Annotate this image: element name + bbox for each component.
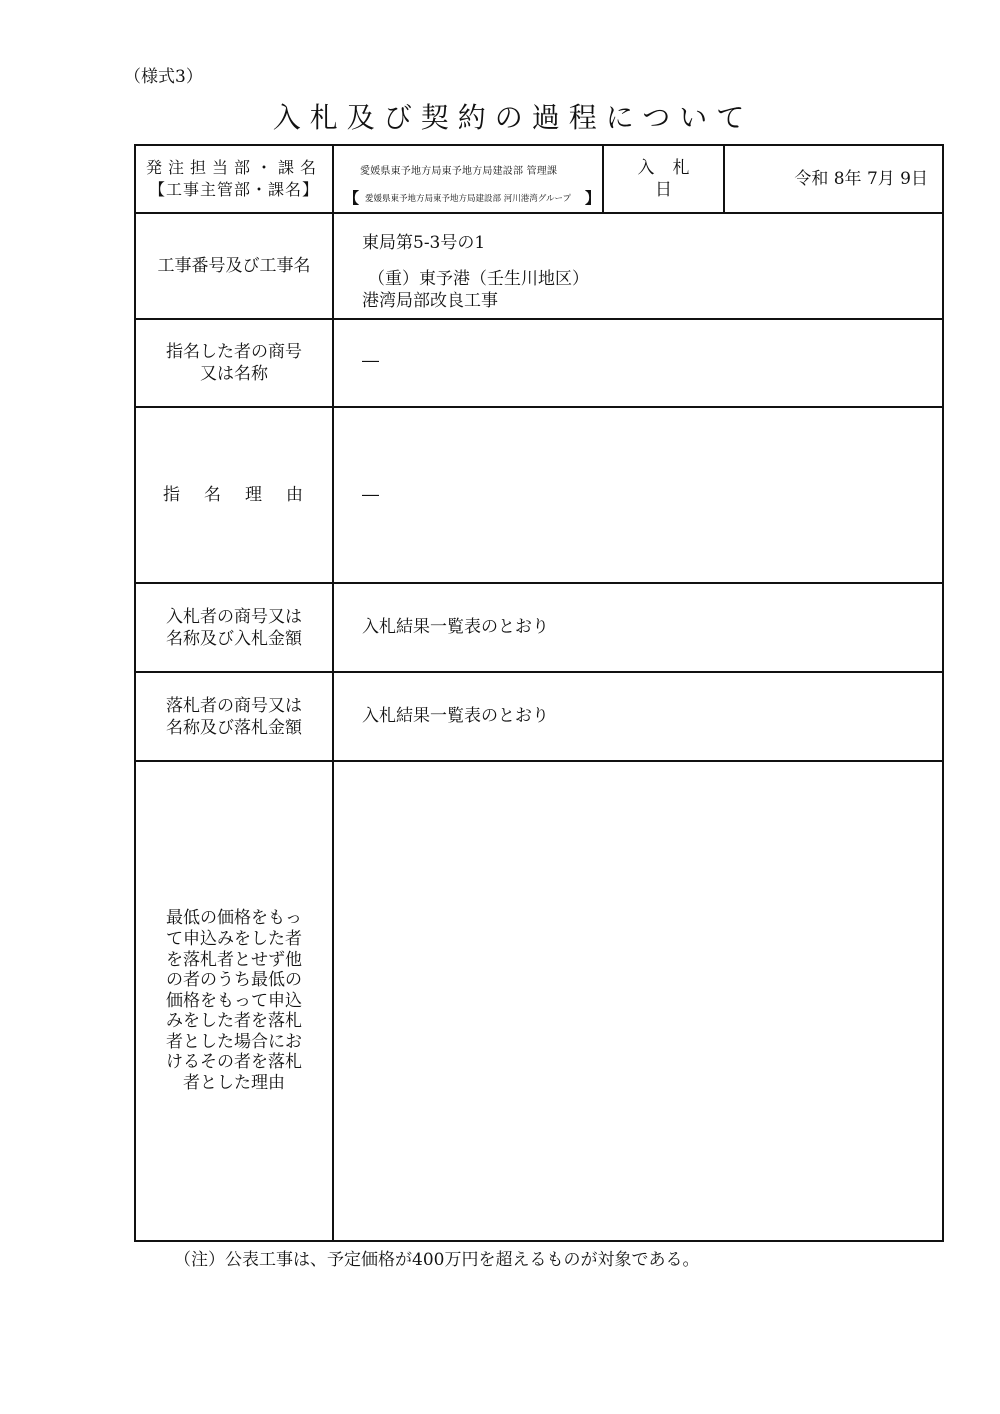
- construction-number: 東局第5-3号の1: [362, 233, 486, 253]
- nominee-label-line2: 又は名称: [200, 364, 268, 384]
- construction-name-line1: （重）東予港（壬生川地区）: [368, 269, 589, 289]
- winner-value: 入札結果一覧表のとおり: [362, 706, 549, 726]
- nominee-label-line1: 指名した者の商号: [166, 342, 302, 362]
- table-border-bottom: [134, 1240, 944, 1242]
- bracket-open: 【: [344, 189, 360, 207]
- nomination-reason-label: 指名理由: [163, 485, 327, 505]
- process-table: [134, 144, 944, 1242]
- footnote: （注）公表工事は、予定価格が400万円を超えるものが対象である。: [174, 1250, 700, 1270]
- supervising-department-text: 愛媛県東予地方局東予地方局建設部 河川港湾グループ: [365, 193, 572, 204]
- nomination-reason-value: ―: [362, 485, 379, 505]
- department-value-cell: [334, 146, 602, 212]
- department-label: 発注担当部・課名: [145, 158, 322, 177]
- table-border-right: [942, 144, 944, 1242]
- construction-name-line2: 港湾局部改良工事: [362, 291, 498, 311]
- bidders-label-line2: 名称及び入札金額: [166, 628, 302, 649]
- bid-date-value: 令和 8年 7月 9日: [794, 169, 928, 189]
- bid-date-label: 入札日: [637, 158, 708, 200]
- department-label-cell: [136, 146, 332, 212]
- winner-label-cell: [136, 673, 332, 760]
- winner-label-line2: 名称及び落札金額: [166, 717, 302, 738]
- column-divider: [332, 144, 334, 1242]
- document-title: 入札及び契約の過程について: [272, 101, 754, 134]
- nominee-label-cell: [136, 320, 332, 406]
- non-lowest-reason-label-cell: [136, 762, 332, 1240]
- form-number: （様式3）: [124, 67, 203, 87]
- bidders-label-cell: [136, 584, 332, 671]
- bidders-label-line1: 入札者の商号又は: [166, 606, 302, 627]
- construction-label: 工事番号及び工事名: [157, 256, 311, 276]
- bracket-close: 】: [585, 189, 601, 207]
- non-lowest-reason-label: 最低の価格をもって申込みをした者を落札者とせず他の者のうち最低の価格をもって申込みをした者を落札者とした場合におけるその者を落札者とした理由: [166, 908, 302, 1094]
- nominee-value: ―: [362, 351, 379, 371]
- supervising-department-label: 【工事主管部・課名】: [148, 180, 319, 199]
- department-value: 愛媛県東予地方局東予地方局建設部 管理課: [360, 166, 558, 177]
- bidders-value: 入札結果一覧表のとおり: [362, 617, 549, 637]
- supervising-department-value: [344, 187, 602, 208]
- winner-label-line1: 落札者の商号又は: [166, 695, 302, 716]
